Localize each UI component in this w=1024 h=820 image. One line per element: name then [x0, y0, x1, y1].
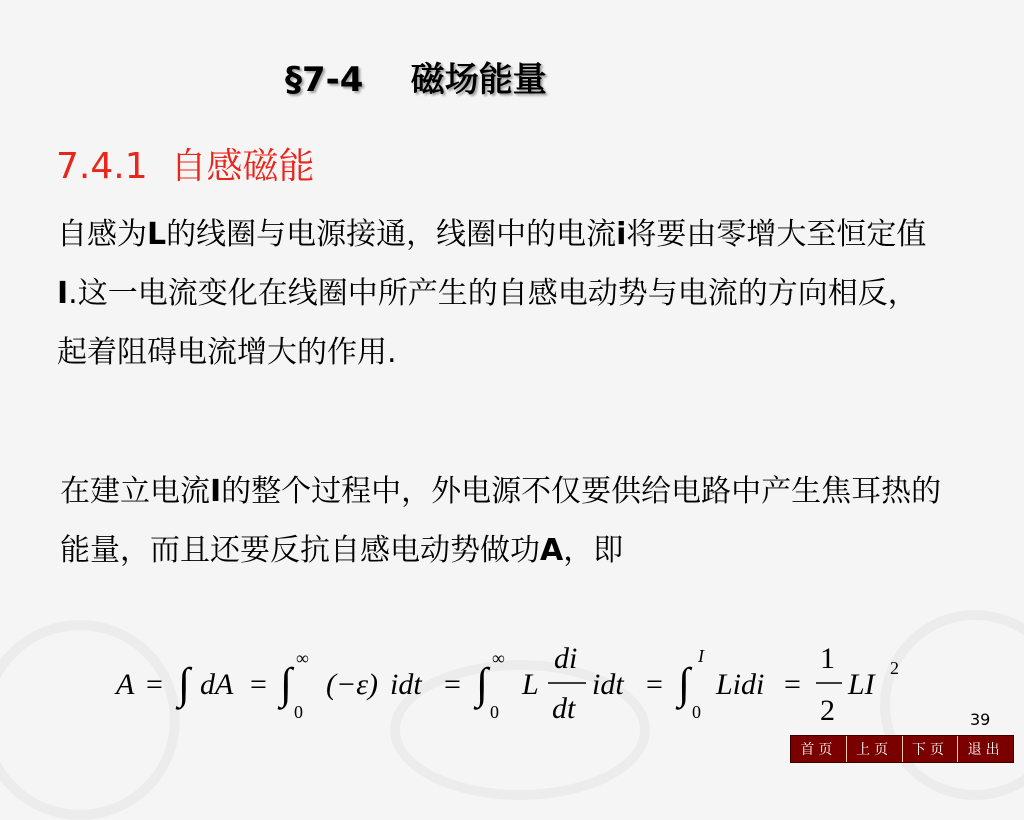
paragraph-text: 将要由零增大至恒定值: [626, 217, 927, 252]
symbol-L: L: [147, 217, 167, 252]
section-heading: 7.4.1 自感磁能: [56, 146, 315, 187]
lower-limit-zero: 0: [490, 702, 499, 722]
upper-limit-infinity: ∞: [492, 648, 505, 668]
symbol-i: i: [616, 217, 627, 252]
symbol-I: I: [210, 474, 222, 509]
eq-A: A: [116, 668, 135, 701]
lower-limit-zero: 0: [692, 702, 701, 722]
eq-idt: idt: [592, 668, 624, 701]
integral-sign: ∫: [178, 659, 191, 708]
paragraph-work: [60, 462, 950, 580]
fraction-numerator-di: di: [554, 642, 578, 675]
symbol-I: I: [57, 276, 69, 311]
nav-next-page-button[interactable]: 下页: [903, 736, 959, 762]
integral-sign: ∫: [280, 659, 293, 708]
eq-Lidi: Lidi: [716, 668, 765, 701]
integral-sign: ∫: [678, 659, 691, 708]
eq-idt: idt: [390, 668, 422, 701]
integral-sign: ∫: [476, 659, 489, 708]
energy-equation: [108, 632, 908, 732]
eq-equals: =: [146, 668, 163, 701]
eq-equals: =: [250, 668, 267, 701]
eq-L: L: [522, 668, 539, 701]
eq-dA: dA: [200, 668, 234, 701]
eq-equals: =: [646, 668, 663, 701]
upper-limit-I: I: [698, 646, 704, 666]
nav-first-page-button[interactable]: 首页: [791, 736, 847, 762]
paragraph-text: 的线圈与电源接通，线圈中的电流: [166, 217, 617, 252]
navigation-bar: [790, 735, 1014, 763]
symbol-A: A: [540, 533, 564, 568]
paragraph-text: 的整个过程中，外电源不仅要供给电路中产生焦耳热的能量，而且还要反抗自感电动势做功: [60, 474, 942, 568]
exponent-2: 2: [890, 658, 899, 678]
upper-limit-infinity: ∞: [296, 648, 309, 668]
page-number: 39: [970, 710, 991, 729]
paragraph-self-inductance: [57, 205, 947, 382]
eq-equals: =: [784, 668, 801, 701]
nav-exit-button[interactable]: 退出: [967, 742, 1004, 758]
lower-limit-zero: 0: [294, 702, 303, 722]
fraction-denominator-dt: dt: [552, 692, 576, 725]
eq-equals: =: [444, 668, 461, 701]
paragraph-text: ，即: [563, 533, 624, 568]
eq-LI: LI: [848, 668, 875, 701]
paragraph-text: 自感为: [57, 217, 147, 252]
slide-title: §7-4 磁场能量: [285, 60, 547, 100]
paragraph-text: .这一电流变化在线圈中所产生的自感电动势与电流的方向相反，起着阻碍电流增大的作用.: [57, 276, 918, 370]
nav-previous-page-button[interactable]: 上页: [847, 736, 903, 762]
paragraph-text: 在建立电流: [60, 474, 210, 509]
fraction-numerator-1: 1: [820, 642, 835, 675]
eq-neg-emf: (−ε): [326, 668, 379, 701]
fraction-denominator-2: 2: [820, 694, 835, 727]
